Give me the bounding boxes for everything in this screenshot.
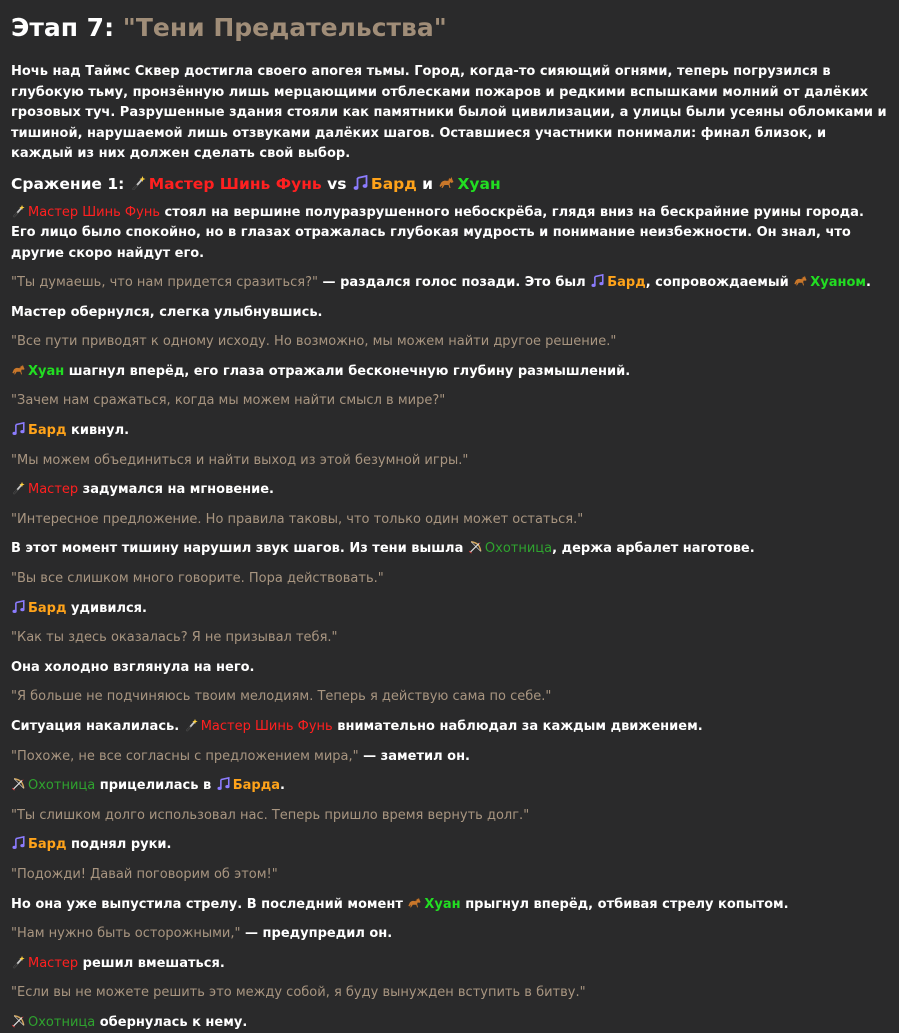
story-line-27 — [11, 1013, 889, 1033]
music-note-icon — [11, 600, 26, 614]
line-text: кивнул. — [66, 423, 130, 439]
character-name: Мастер — [28, 482, 79, 498]
line-text: задумался на мгновение. — [78, 482, 274, 498]
line-text: — предупредил он. — [240, 926, 393, 942]
fighter-bard: Бард — [370, 174, 417, 193]
magic-wand-icon — [130, 175, 147, 191]
page-title — [11, 10, 889, 46]
story-line-19 — [11, 776, 889, 797]
dialogue-quote: "Похоже, не все согласны с предложением мира," — [11, 748, 359, 764]
music-note-icon — [352, 175, 369, 191]
line-text: . — [280, 778, 285, 794]
intro-paragraph: Ночь над Таймс Сквер достигла своего апогея тьмы. Город, когда-то сияющий огнями, теперь погрузился в глубокую тьму, пронзённую лишь мерцающими отблесками пожаров и редкими вспышками молний от далёких грозовых туч. Разрушенные здания стояли как памятники былой цивилизации, а улицы были усеяны обломками и тишиной, нарушаемой лишь отзвуками далёких шагов. Оставшиеся участники понимали: финал близок, и каждый из них должен сделать свой выбор. — [11, 64, 887, 161]
line-text: , сопровождаемый — [645, 275, 794, 291]
line-text: стоял на вершине полуразрушенного небоскрёба, глядя вниз на бескрайние руины города. Его лицо было спокойно, но в глазах отражалась глубокая мудрость и понимание неизбежности. Он знал, что другие скоро найдут его. — [11, 204, 864, 261]
story-line-20: "Ты слишком долго использовал нас. Теперь пришло время вернуть долг." — [11, 807, 530, 823]
line-text: решил вмешаться. — [78, 955, 225, 971]
story-line-10: "Интересное предложение. Но правила таковы, что только один может остаться." — [11, 511, 584, 527]
line-text: Но она уже выпустила стрелу. В последний момент — [11, 896, 408, 912]
music-note-icon — [11, 422, 26, 436]
character-name: Мастер Шинь Фунь — [200, 719, 333, 734]
magic-wand-icon — [11, 955, 26, 969]
story-line-11 — [11, 539, 889, 560]
story-line-16: "Я больше не подчиняюсь твоим мелодиям. Теперь я действую сама по себе." — [11, 689, 552, 705]
bow-and-arrow-icon — [468, 540, 483, 554]
line-text: внимательно наблюдал за каждым движением. — [332, 719, 703, 734]
story-line-26: "Если вы не можете решить это между собой, я буду вынужден вступить в битву." — [11, 985, 586, 1001]
story-line-21 — [11, 835, 889, 856]
character-name: Хуан — [28, 363, 65, 379]
story-line-17 — [11, 717, 889, 738]
music-note-icon — [11, 836, 26, 850]
horse-icon — [407, 896, 422, 910]
story-line-23 — [11, 895, 889, 916]
line-text: , держа арбалет наготове. — [552, 541, 755, 557]
and-label: и — [422, 174, 434, 193]
story-line-4: "Все пути приводят к одному исходу. Но возможно, мы можем найти другое решение." — [11, 334, 617, 350]
line-text: — раздался голос позади. Это был — [318, 275, 591, 291]
fighter-huan: Хуан — [457, 174, 501, 193]
character-name: Охотница — [484, 541, 553, 557]
line-text: Ситуация накалилась. — [11, 719, 184, 734]
character-name: Бард — [28, 423, 67, 439]
character-name: Барда — [232, 778, 280, 794]
line-text: прицелилась в — [95, 778, 216, 794]
story-line-5 — [11, 362, 889, 383]
character-name: Мастер — [28, 955, 79, 971]
story-line-13 — [11, 599, 889, 620]
horse-icon — [11, 363, 26, 377]
story-line-7 — [11, 421, 889, 442]
dialogue-quote: "Ты думаешь, что нам придется сразиться?" — [11, 275, 319, 291]
magic-wand-icon — [11, 204, 26, 218]
story-line-1 — [11, 203, 889, 265]
story-line-18 — [11, 747, 889, 768]
story-line-14: "Как ты здесь оказалась? Я не призывал тебя." — [11, 630, 338, 646]
music-note-icon — [590, 274, 605, 288]
line-text: обернулась к нему. — [95, 1014, 248, 1030]
bow-and-arrow-icon — [11, 777, 26, 791]
story-line-8: "Мы можем объединиться и найти выход из этой безумной игры." — [11, 452, 469, 468]
line-text: — заметил он. — [358, 748, 470, 764]
character-name: Охотница — [28, 1014, 96, 1030]
fighter-master: Мастер Шинь Фунь — [148, 174, 322, 193]
horse-icon — [438, 175, 455, 191]
story-line-3: Мастер обернулся, слегка улыбнувшись. — [11, 304, 323, 320]
line-text: . — [866, 275, 871, 291]
character-name: Хуаном — [810, 275, 867, 291]
story-line-9 — [11, 480, 889, 501]
stage-name: "Тени Предательства" — [122, 13, 447, 42]
story-line-2 — [11, 273, 889, 294]
character-name: Охотница — [28, 778, 96, 794]
story-line-15: Она холодно взглянула на него. — [11, 659, 255, 675]
bow-and-arrow-icon — [11, 1014, 26, 1028]
character-name: Бард — [607, 275, 646, 291]
story-line-25 — [11, 954, 889, 975]
battle-label: Сражение 1: — [11, 174, 125, 193]
magic-wand-icon — [11, 481, 26, 495]
story-line-22: "Подожди! Давай поговорим об этом!" — [11, 866, 278, 882]
character-name: Мастер Шинь Фунь — [28, 204, 160, 220]
dialogue-quote: "Нам нужно быть осторожными," — [11, 926, 241, 942]
character-name: Бард — [28, 837, 67, 853]
line-text: удивился. — [66, 600, 147, 616]
horse-icon — [793, 274, 808, 288]
story-line-12: "Вы все слишком много говорите. Пора действовать." — [11, 571, 384, 587]
magic-wand-icon — [184, 718, 199, 732]
music-note-icon — [216, 777, 231, 791]
story-line-24 — [11, 924, 889, 945]
line-text: В этот момент тишину нарушил звук шагов. Из тени вышла — [11, 541, 468, 557]
line-text: шагнул вперёд, его глаза отражали бесконечную глубину размышлений. — [64, 363, 631, 379]
battle-heading — [11, 173, 889, 195]
line-text: поднял руки. — [66, 837, 172, 853]
character-name: Хуан — [424, 896, 461, 912]
story-line-6: "Зачем нам сражаться, когда мы можем найти смысл в мире?" — [11, 393, 446, 409]
vs-label: vs — [327, 174, 347, 193]
line-text: прыгнул вперёд, отбивая стрелу копытом. — [460, 896, 789, 912]
stage-label: Этап 7: — [11, 13, 115, 42]
character-name: Бард — [28, 600, 67, 616]
